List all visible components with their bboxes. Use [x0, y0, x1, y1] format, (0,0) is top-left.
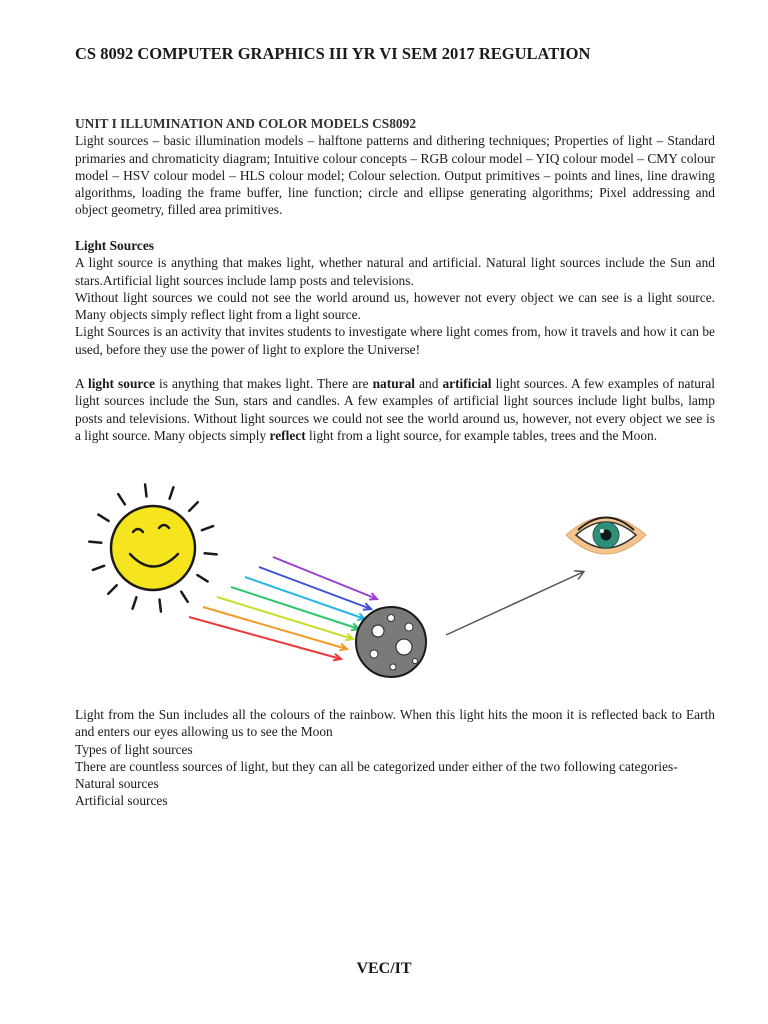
- figure-caption: Light from the Sun includes all the colours of the rainbow. When this light hits the moon it is reflected back to Earth and enters our eyes allowing us to see the Moon: [75, 707, 715, 740]
- rainbow-ray: [189, 617, 341, 659]
- sun-ray: [197, 575, 207, 581]
- sun-ray: [145, 485, 146, 497]
- sun-ray: [181, 592, 188, 602]
- unit-section: [75, 115, 715, 219]
- sun-ray: [189, 502, 197, 511]
- sun-ray: [133, 597, 137, 608]
- sun-ray: [98, 515, 108, 521]
- definition-text-1: A: [75, 376, 88, 391]
- sun-ray: [170, 487, 174, 498]
- definition-text-5: light from a light source, for example tables, trees and the Moon.: [305, 427, 658, 443]
- reflection-section: [75, 706, 715, 810]
- light-sources-paragraph-3: Light Sources is an activity that invites students to investigate where light comes from, how it travels and how it can be used, before they use the power of light to explore the Universe!: [75, 324, 715, 357]
- page-title: CS 8092 COMPUTER GRAPHICS III YR VI SEM 2017 REGULATION: [75, 44, 591, 63]
- light-sources-section: [75, 237, 715, 358]
- light-sources-paragraph-1: A light source is anything that makes light, whether natural and artificial. Natural light sources include the Sun and stars.Artificial light sources include lamp posts and televisions.: [75, 255, 715, 288]
- sun-icon: [89, 485, 216, 612]
- sun-ray: [160, 600, 161, 612]
- sun-ray: [93, 566, 104, 570]
- definition-paragraph: [75, 375, 715, 444]
- light-sources-heading: Light Sources: [75, 238, 154, 253]
- rainbow-rays: [189, 557, 377, 660]
- unit-heading: UNIT I ILLUMINATION AND COLOR MODELS CS8092: [75, 116, 417, 131]
- eye-icon: [566, 517, 646, 554]
- definition-text-2: is anything that makes light. There are: [155, 376, 373, 391]
- term-light-source: light source: [87, 376, 155, 391]
- definition-text-3: and: [415, 376, 443, 391]
- light-reflection-figure: [75, 475, 685, 700]
- list-item-artificial: Artificial sources: [75, 793, 168, 809]
- term-artificial: artificial: [442, 376, 492, 391]
- sun-ray: [118, 494, 125, 504]
- rainbow-ray: [203, 607, 347, 649]
- footer-label: VEC/IT: [356, 960, 412, 977]
- light-sources-paragraph-2: Without light sources we could not see the world around us, however not every object we can see is a light source. Many objects simply reflect light from a light source.: [75, 289, 715, 323]
- definition-text-4: light sources. A few examples of natural light sources include the Sun, stars and candles. A few examples of artificial light sources include light bulbs, lamp posts and televisions. Without light sources we could not see the world around us, however, not every object we see is a light source. Many objects simply: [75, 376, 716, 443]
- definition-section: [75, 375, 715, 444]
- types-text: There are countless sources of light, but they can all be categorized under either of the two following categories-: [75, 758, 678, 774]
- sun-ray: [108, 585, 116, 594]
- sun-ray: [202, 526, 213, 530]
- sun-ray: [205, 553, 217, 554]
- term-reflect: reflect: [269, 427, 306, 443]
- reflected-ray: [446, 572, 583, 635]
- moon-icon: [356, 607, 426, 677]
- list-item-natural: Natural sources: [75, 776, 159, 792]
- types-heading: Types of light sources: [75, 741, 193, 757]
- unit-syllabus: Light sources – basic illumination models – halftone patterns and dithering techniques; Properties of light – Standard primaries and chromaticity diagram; Intuitive colour concepts – RGB colour model – YIQ colour model – CMY colour model – HSV colour model – HLS colour model; Colour selection. Output primitives – points and lines, line drawing algorithms, loading the frame buffer, line function; circle and ellipse generating algorithms; Pixel addressing and object geometry, filled area primitives.: [75, 133, 715, 218]
- sun-ray: [89, 542, 101, 543]
- term-natural: natural: [372, 376, 416, 391]
